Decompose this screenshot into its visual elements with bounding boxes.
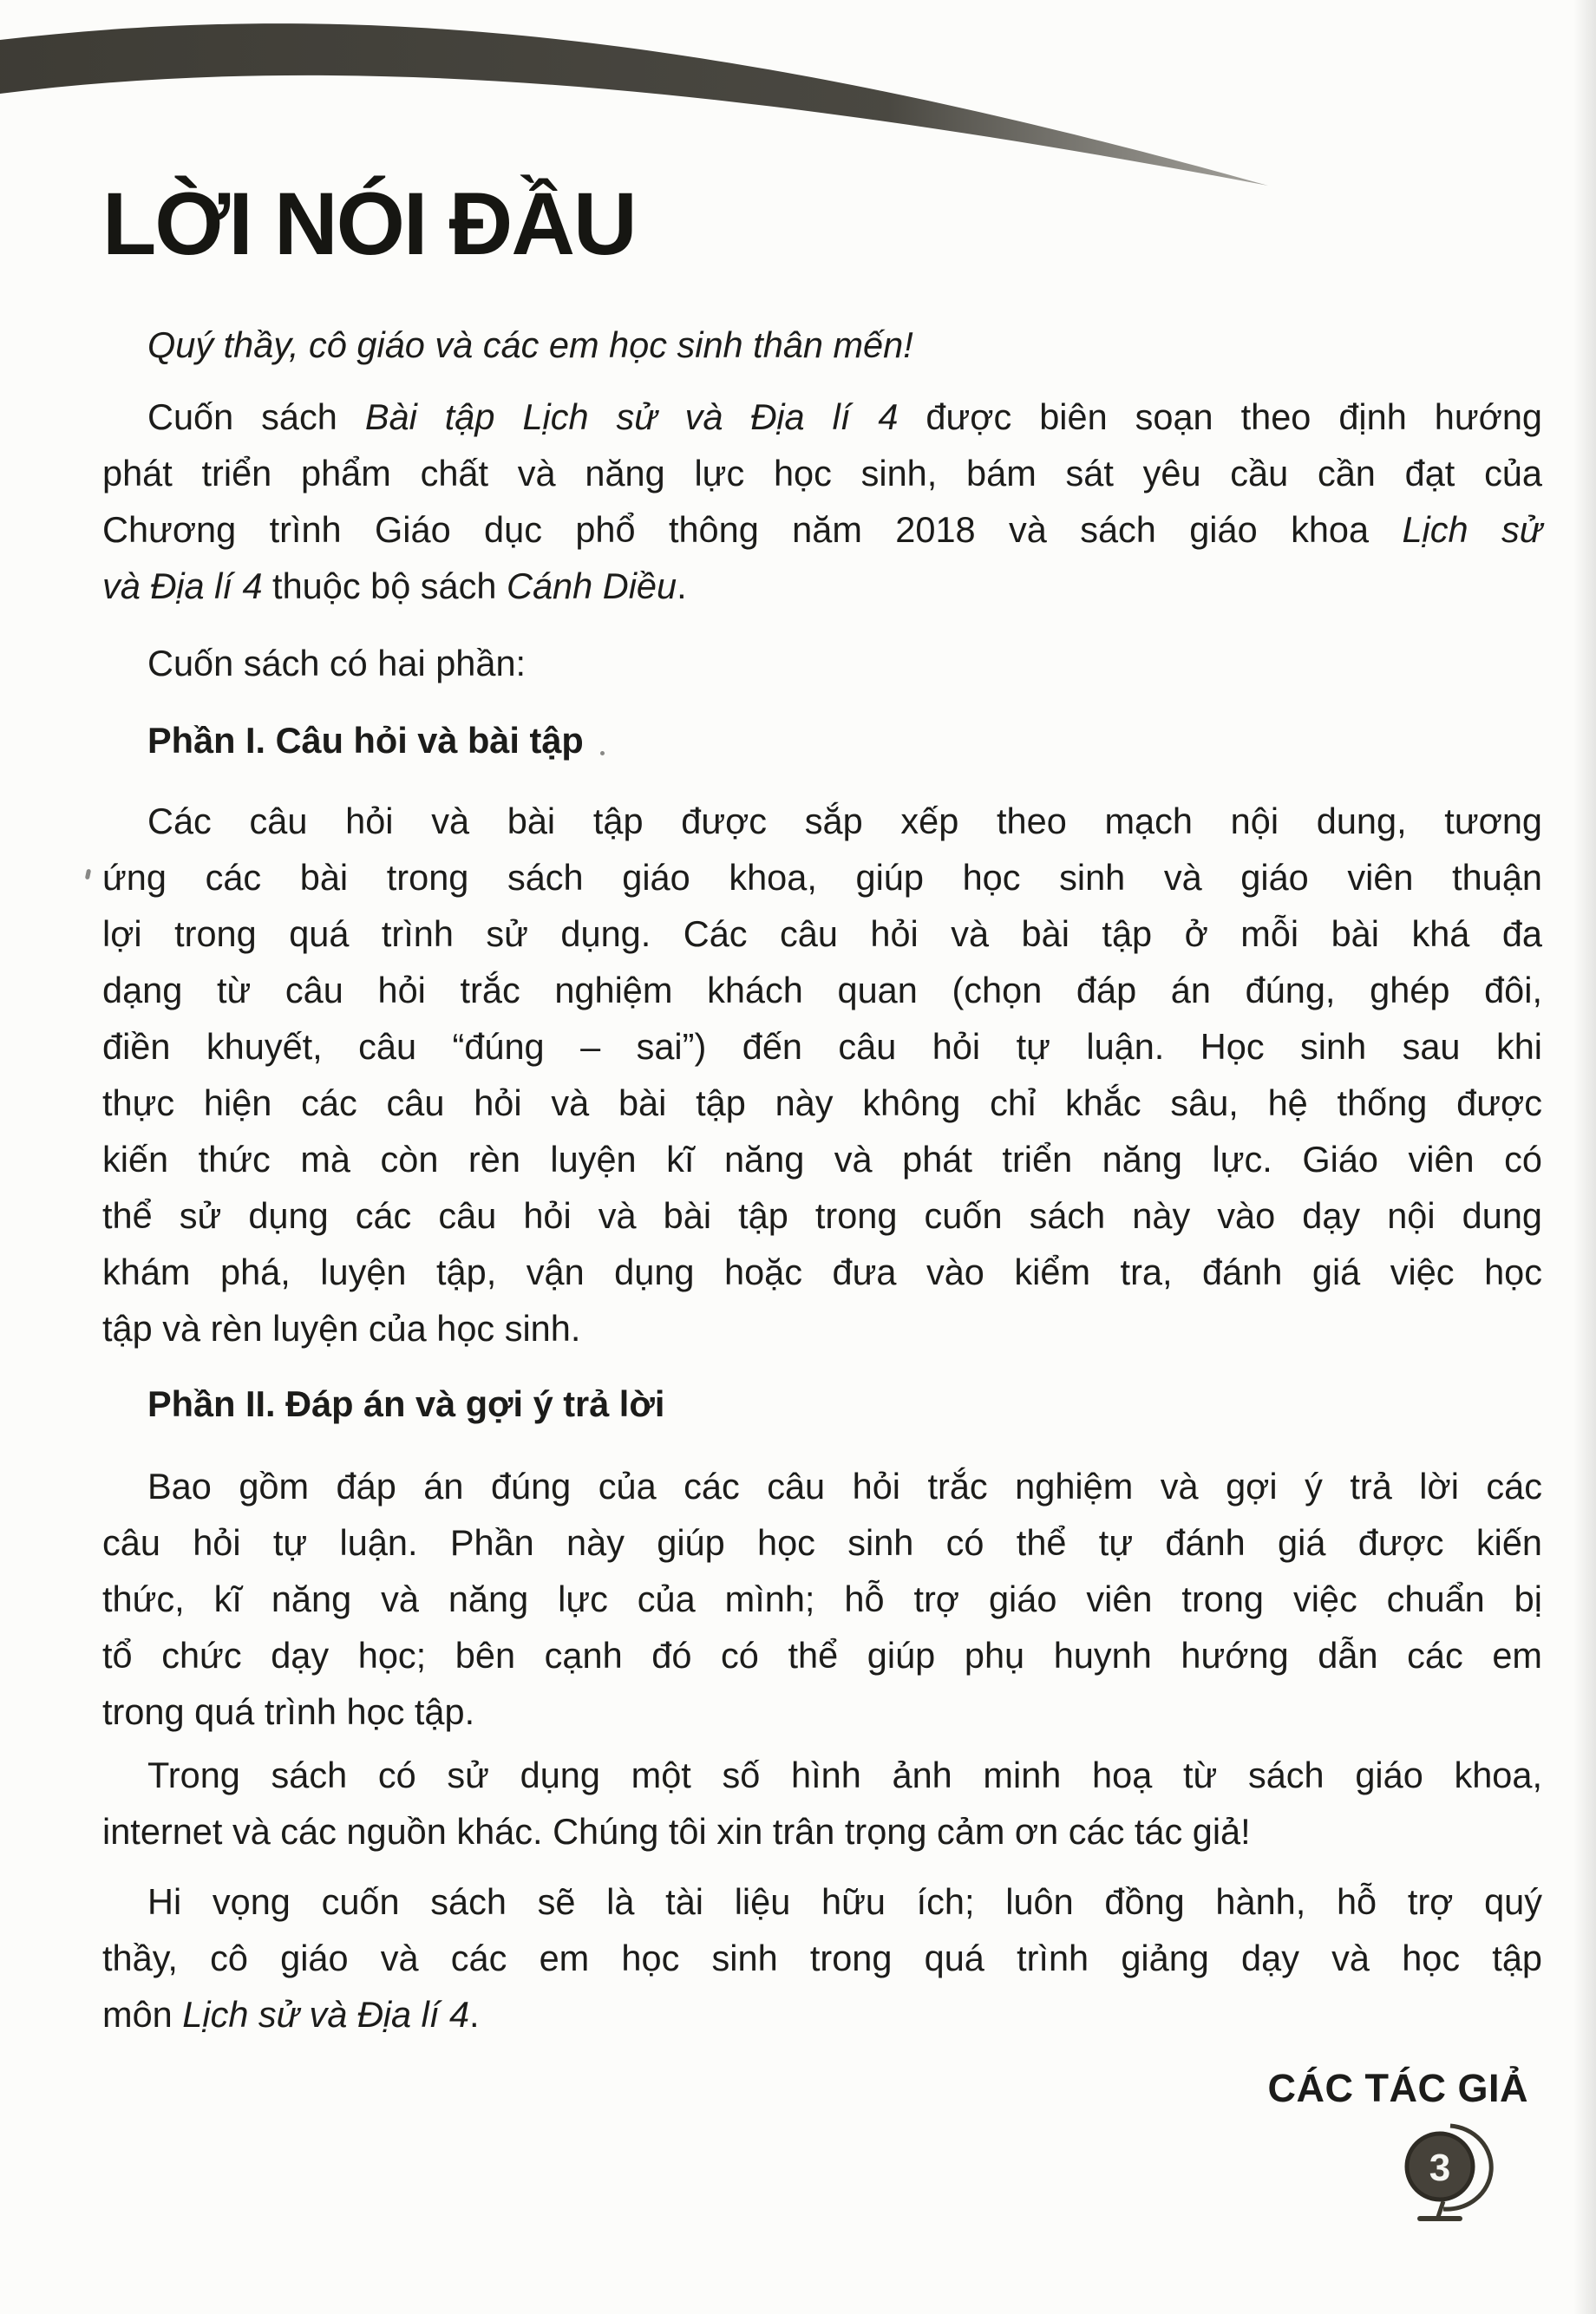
globe-base [1417,2216,1462,2221]
text-segment: thuộc bộ sách [262,565,507,606]
text-line: thể sử dụng các câu hỏi và bài tập trong cuốn sách này vào dạy nội dung [102,1195,1542,1236]
text-segment: môn [102,1994,183,2035]
text-line: lợi trong quá trình sử dụng. Các câu hỏi và bài tập ở mỗi bài khá đa [102,913,1542,954]
text-line: kiến thức mà còn rèn luyện kĩ năng và phát triển năng lực. Giáo viên có [102,1139,1542,1180]
text-line: khám phá, luyện tập, vận dụng hoặc đưa vào kiểm tra, đánh giá việc học [102,1252,1542,1292]
book-title-segment: Cánh Diều [507,565,677,606]
page-title: LỜI NÓI ĐẦU [102,174,636,273]
text-line: phát triển phẩm chất và năng lực học sinh, bám sát yêu cầu cần đạt của [102,453,1542,494]
greeting-line: Quý thầy, cô giáo và các em học sinh thân mến! [147,324,913,365]
text-line: câu hỏi tự luận. Phần này giúp học sinh có thể tự đánh giá được kiến [102,1522,1542,1563]
book-title-segment: và Địa lí 4 [102,565,263,606]
globe-page-number-icon [1395,2123,1499,2232]
globe-stand [1438,2201,1443,2217]
part2-heading: Phần II. Đáp án và gợi ý trả lời [147,1383,665,1424]
text-line: trong quá trình học tập. [102,1691,475,1732]
part1-paragraph [102,793,1542,1356]
text-segment: Chương trình Giáo dục phổ thông năm 2018 và sách giáo khoa [102,509,1403,550]
part2-paragraph [102,1458,1542,1740]
text-line [102,558,1542,614]
book-title-segment: Lịch sử [1402,509,1542,550]
text-line: tập và rèn luyện của học sinh. [102,1308,581,1349]
text-line: ứng các bài trong sách giáo khoa, giúp học sinh và giáo viên thuận [102,857,1542,898]
credits-paragraph [102,1747,1542,1860]
scan-speck [85,869,91,880]
book-title-segment: Lịch sử và Địa lí 4 [182,1994,470,2035]
text-line: internet và các nguồn khác. Chúng tôi xin trân trọng cảm ơn các tác giả! [102,1811,1251,1852]
preface-content [102,317,1542,2116]
page-number: 3 [1429,2147,1451,2189]
text-segment: . [677,565,687,606]
two-parts-line: Cuốn sách có hai phần: [147,643,527,683]
text-line: Hi vọng cuốn sách sẽ là tài liệu hữu ích; luôn đồng hành, hỗ trợ quý [147,1881,1542,1922]
text-line [102,389,1542,445]
text-line: điền khuyết, câu “đúng – sai”) đến câu hỏi tự luận. Học sinh sau khi [102,1026,1542,1067]
authors-signature: CÁC TÁC GIẢ [1267,2066,1528,2110]
book-title-segment: Bài tập Lịch sử và Địa lí 4 [364,396,899,437]
text-line: dạng từ câu hỏi trắc nghiệm khách quan (chọn đáp án đúng, ghép đôi, [102,970,1542,1010]
text-line [102,1986,1542,2043]
text-line: Trong sách có sử dụng một số hình ảnh minh hoạ từ sách giáo khoa, [147,1755,1542,1795]
closing-paragraph [102,1873,1542,2043]
text-line: thực hiện các câu hỏi và bài tập này không chỉ khắc sâu, hệ thống được [102,1082,1542,1123]
text-segment: . [469,1994,480,2035]
text-line: thầy, cô giáo và các em học sinh trong quá trình giảng dạy và học tập [102,1938,1542,1978]
text-line: Các câu hỏi và bài tập được sắp xếp theo mạch nội dung, tương [147,801,1542,841]
part1-heading: Phần I. Câu hỏi và bài tập [147,720,584,761]
intro-paragraph [102,389,1542,614]
text-line [102,501,1542,558]
text-segment: được biên soạn theo định hướng [898,396,1542,437]
text-line: tổ chức dạy học; bên cạnh đó có thể giúp phụ huynh hướng dẫn các em [102,1635,1542,1676]
text-segment: Cuốn sách [147,396,365,437]
text-line: Bao gồm đáp án đúng của các câu hỏi trắc nghiệm và gợi ý trả lời các [147,1466,1542,1507]
text-line: thức, kĩ năng và năng lực của mình; hỗ trợ giáo viên trong việc chuẩn bị [102,1579,1542,1619]
